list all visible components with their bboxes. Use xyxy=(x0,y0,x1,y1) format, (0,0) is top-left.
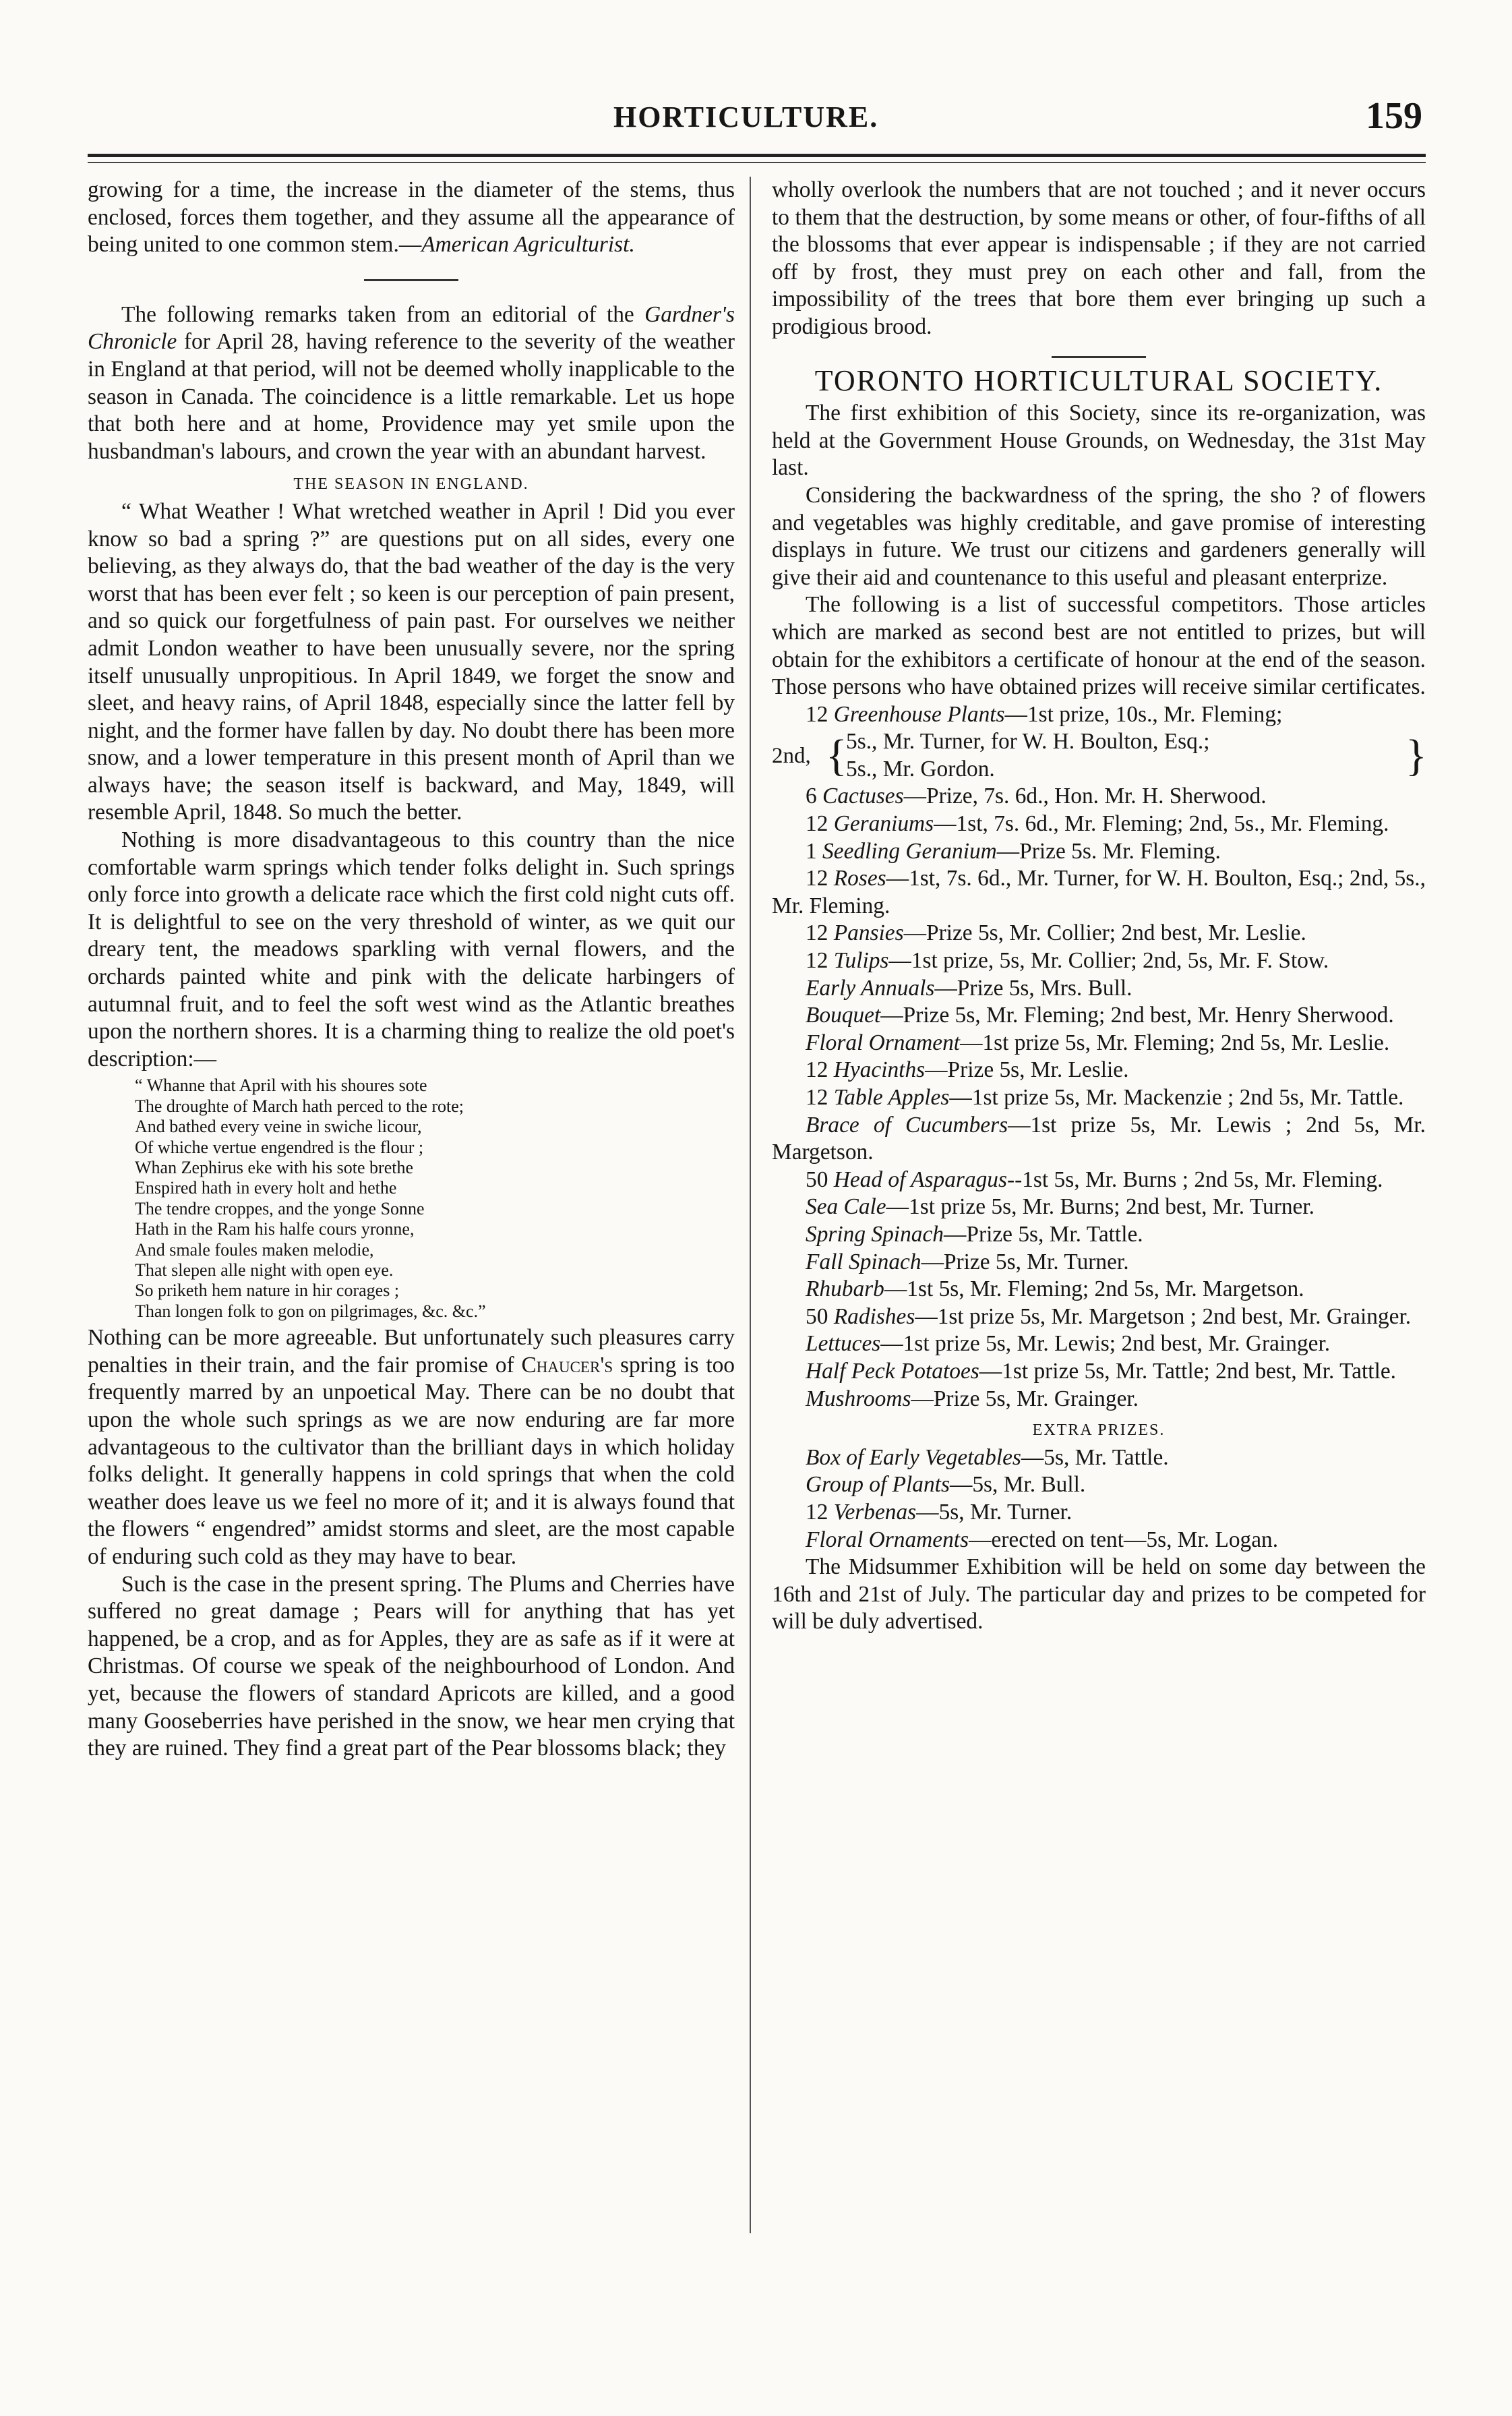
closing-paragraph: The Midsummer Exhibition will be held on some day between the 16th and 21st of July. The particular day and prizes to be competed for will be duly advertised. xyxy=(772,1554,1426,1634)
poem-line: And bathed every veine in swiche licour, xyxy=(135,1117,422,1137)
prize-entry xyxy=(772,783,1426,811)
prize-detail: —1st prize 5s, Mr. Mackenzie ; 2nd 5s, Mr. Tattle. xyxy=(949,1085,1404,1110)
brace-symbol-close: } xyxy=(1405,730,1427,780)
prize-detail: —5s, Mr. Tattle. xyxy=(1021,1444,1169,1470)
poem-line: Enspired hath in every holt and hethe xyxy=(135,1178,397,1198)
prize-detail: --1st 5s, Mr. Burns ; 2nd 5s, Mr. Fleming. xyxy=(1007,1167,1383,1192)
prize-category: Rhubarb xyxy=(806,1276,884,1302)
prize-category: Bouquet xyxy=(806,1003,881,1028)
source-citation: American Agriculturist. xyxy=(421,232,635,258)
prize-entry xyxy=(772,1057,1426,1084)
poem-line: “ Whanne that April with his shoures sote xyxy=(135,1076,427,1096)
right-column xyxy=(772,177,1426,1636)
prize-detail: —1st prize 5s, Mr. Burns; 2nd best, Mr. Turner. xyxy=(886,1194,1315,1220)
prize-detail: —1st prize, 5s, Mr. Collier; 2nd, 5s, Mr. F. Stow. xyxy=(888,948,1329,974)
prize-quantity: 12 xyxy=(806,701,834,727)
prize-entry xyxy=(772,1276,1426,1303)
prize-detail: —5s, Mr. Bull. xyxy=(949,1472,1086,1498)
poem-line: Than longen folk to gon on pilgrimages, &c. &c.” xyxy=(135,1301,486,1321)
prize-entry xyxy=(772,1002,1426,1030)
prize-quantity: 12 xyxy=(806,866,834,891)
prize-quantity: 50 xyxy=(806,1303,834,1329)
prize-category: Pansies xyxy=(833,920,904,946)
prize-detail: —1st 5s, Mr. Fleming; 2nd 5s, Mr. Margetson. xyxy=(884,1276,1304,1302)
prize-entry xyxy=(772,920,1426,947)
prize-category: Sea Cale xyxy=(806,1194,886,1220)
paragraph: The first exhibition of this Society, since its re-organization, was held at the Government House Grounds, on Wednesday, the 31st May last. xyxy=(772,401,1426,481)
prize-entry xyxy=(772,1112,1426,1167)
author-name: Chaucer's xyxy=(521,1352,613,1378)
prize-entry xyxy=(772,701,1426,729)
paragraph-text: for April 28, having reference to the severity of the weather in England at that period, will not be deemed wholly inapplicable to the season in Canada. The coincidence is a little remarkable. Let us hope that both here and at home, Providence may yet smile upon the husbandman's labours, and crown the year with an abundant harvest. xyxy=(88,329,735,464)
header-rule xyxy=(88,154,1426,157)
prize-entry xyxy=(772,1167,1426,1194)
prize-quantity: 12 xyxy=(806,920,834,946)
prize-entry xyxy=(772,811,1426,838)
prize-category: Brace of Cucumbers xyxy=(806,1112,1008,1138)
prize-detail: —5s, Mr. Turner. xyxy=(916,1499,1072,1525)
poem-quote xyxy=(135,1076,735,1322)
extra-prize-list xyxy=(772,1444,1426,1554)
prize-detail: —1st prize 5s, Mr. Lewis; 2nd best, Mr. Grainger. xyxy=(880,1331,1331,1357)
paragraph: “ What Weather ! What wretched weather in April ! Did you ever know so bad a spring ?” are questions put on all sides, every one believing, as they always do, that the bad weather of the day is the very worst that has been ever felt ; so keen is our perception of pain present, and so quick our forgetfulness of pain past. For ourselves we neither admit London weather to have been unusually severe, nor the spring itself unusually unpropitious. In April 1849, we forget the snow and sleet, and heavy rains, of April 1848, especially since the latter fell by night, and the former have fallen by day. No doubt there has been more snow, and a lower temperature in this present month of April than we always have; the season itself is backward, and May, 1849, will resemble April, 1848. So much the better. xyxy=(88,498,735,825)
prize-entry xyxy=(772,1499,1426,1527)
prize-entry xyxy=(772,838,1426,866)
poem-line: That slepen alle night with open eye. xyxy=(135,1260,394,1280)
prize-detail: —Prize 5s, Mr. Tattle. xyxy=(943,1221,1143,1247)
prize-quantity: 12 xyxy=(806,1057,834,1083)
prize-quantity: 6 xyxy=(806,784,823,809)
prize-category: Group of Plants xyxy=(806,1472,950,1498)
prize-entry xyxy=(772,1221,1426,1249)
brace-symbol: { xyxy=(826,730,847,780)
prize-lines xyxy=(846,728,1405,783)
paragraph: Such is the case in the present spring. The Plums and Cherries have suffered no great damage ; Pears will for anything that has yet happened, be a crop, and as for Apples, they are as safe as if it were at Christmas. Of course we speak of the neighbourhood of London. And yet, because the flowers of standard Apricots are killed, and a good many Gooseberries have perished in the snow, we hear men crying that they are ruined. They find a great part of the Pear blossoms black; they xyxy=(88,1571,735,1761)
header-rule-thin xyxy=(88,162,1426,163)
paragraph xyxy=(88,301,735,466)
paragraph-text: The following remarks taken from an editorial of the xyxy=(121,301,645,327)
prize-category: Head of Asparagus xyxy=(833,1167,1007,1192)
prize-detail: —1st prize 5s, Mr. Tattle; 2nd best, Mr. Tattle. xyxy=(979,1358,1397,1384)
prize-entry xyxy=(772,1303,1426,1331)
prize-category: Floral Ornament xyxy=(806,1030,961,1055)
prize-detail: —1st prize, 10s., Mr. Fleming; xyxy=(1004,701,1283,727)
prize-line: 5s., Mr. Turner, for W. H. Boulton, Esq.; xyxy=(846,729,1210,755)
prize-entry xyxy=(772,1330,1426,1358)
left-column xyxy=(88,177,735,1763)
paragraph: Considering the backwardness of the spring, the sho ? of flowers and vegetables was highly creditable, and gave promise of interesting displays in future. We trust our citizens and gardeners generally will give their aid and countenance to this useful and pleasant enterprize. xyxy=(772,482,1426,590)
article-subheading: THE SEASON IN ENGLAND. xyxy=(293,475,529,494)
prize-detail: —Prize 5s. Mr. Fleming. xyxy=(996,838,1221,864)
prize-category: Mushrooms xyxy=(806,1386,911,1411)
paragraph-text: growing for a time, the increase in the diameter of the stems, thus enclosed, forces them together, and they assume all the appearance of being united to one common stem.— xyxy=(88,177,735,258)
prize-entry xyxy=(772,1194,1426,1221)
prize-category: Verbenas xyxy=(833,1499,917,1525)
prize-detail: —1st, 7s. 6d., Mr. Fleming; 2nd, 5s., Mr. Fleming. xyxy=(934,811,1389,837)
paragraph-text: spring is too frequently marred by an unpoetical May. There can be no doubt that upon the whole such springs as we are now enduring are far more advantageous to the cultivator than the brilliant days in which holiday folks delight. It generally happens in cold springs that when the cold weather does leave us we feel no more of it; and it is always found that the flowers “ engendred” amidst storms and sleet, are the most capable of enduring such cold as they may have to bear. xyxy=(88,1352,735,1570)
prize-category: Roses xyxy=(833,866,886,891)
paragraph: Nothing is more disadvantageous to this country than the nice comfortable warm springs which tender folks delight in. Such springs only force into growth a delicate race which the first cold night cuts off. It is delightful to see on the very threshold of winter, as we quit our dreary tent, the meadows sparkling with vernal flowers, and the orchards painted white and pink with the delicate harbingers of autumnal fruit, and to feel the soft west wind as the Atlantic breathes upon the northern shores. It is a charming thing to realize the old poet's description:— xyxy=(88,827,735,1071)
running-title: HORTICULTURE. xyxy=(613,100,879,134)
prize-label: 2nd, xyxy=(772,743,811,768)
prize-category: Lettuces xyxy=(806,1331,881,1357)
poem-line: So priketh hem nature in hir corages ; xyxy=(135,1280,400,1301)
column-divider xyxy=(750,177,751,2233)
prize-category: Tulips xyxy=(833,948,889,974)
prize-detail: —Prize 5s, Mr. Grainger. xyxy=(911,1386,1139,1411)
prize-entry xyxy=(772,975,1426,1003)
poem-line: Of whiche vertue engendred is the flour ; xyxy=(135,1137,424,1157)
prize-list xyxy=(772,701,1426,1413)
prize-category: Early Annuals xyxy=(806,975,935,1001)
prize-category: Seedling Geranium xyxy=(822,838,997,864)
prize-category: Cactuses xyxy=(822,784,904,809)
prize-quantity: 12 xyxy=(806,948,834,974)
prize-category: Half Peck Potatoes xyxy=(806,1358,979,1384)
paragraph xyxy=(88,177,735,259)
prize-category: Hyacinths xyxy=(833,1057,926,1083)
prize-detail: —Prize 5s, Mrs. Bull. xyxy=(934,975,1132,1001)
section-rule xyxy=(364,279,458,281)
publication-title: Gardner's Chronicle xyxy=(88,301,735,355)
prize-quantity: 12 xyxy=(806,811,834,837)
prize-detail: —Prize 5s, Mr. Collier; 2nd best, Mr. Leslie. xyxy=(903,920,1306,946)
prize-detail: —Prize 5s, Mr. Fleming; 2nd best, Mr. Henry Sherwood. xyxy=(880,1003,1394,1028)
prize-category: Radishes xyxy=(833,1303,915,1329)
paragraph xyxy=(88,1324,735,1570)
prize-quantity: 50 xyxy=(806,1167,834,1192)
prize-category: Box of Early Vegetables xyxy=(806,1444,1021,1470)
page-number: 159 xyxy=(1366,95,1422,137)
prize-detail: —Prize, 7s. 6d., Hon. Mr. H. Sherwood. xyxy=(903,784,1267,809)
prize-quantity: 1 xyxy=(806,838,823,864)
poem-line: Hath in the Ram his halfe cours yronne, xyxy=(135,1219,415,1239)
prize-entry xyxy=(772,1249,1426,1276)
prize-category: Greenhouse Plants xyxy=(833,701,1005,727)
paragraph: The following is a list of successful competitors. Those articles which are marked as second best are not entitled to prizes, but will obtain for the exhibitors a certificate of honour at the end of the season. Those persons who have obtained prizes will receive similar certificates. xyxy=(772,592,1426,700)
section-title: TORONTO HORTICULTURAL SOCIETY. xyxy=(814,363,1383,397)
prize-quantity: 12 xyxy=(806,1085,834,1110)
prize-category: Table Apples xyxy=(833,1085,950,1110)
extra-prizes-heading: EXTRA PRIZES. xyxy=(1032,1421,1166,1440)
page-header xyxy=(88,94,1422,148)
poem-line: And smale foules maken melodie, xyxy=(135,1239,374,1260)
prize-entry xyxy=(772,1444,1426,1472)
prize-category: Geraniums xyxy=(833,811,934,837)
prize-entry xyxy=(772,865,1426,920)
prize-quantity: 12 xyxy=(806,1499,834,1525)
poem-line: Whan Zephirus eke with his sote brethe xyxy=(135,1158,413,1178)
section-rule xyxy=(1052,356,1146,358)
poem-line: The droughte of March hath perced to the rote; xyxy=(135,1096,464,1116)
prize-detail: —1st prize 5s, Mr. Lewis ; 2nd 5s, Mr. Margetson. xyxy=(772,1112,1426,1165)
prize-entry xyxy=(772,1084,1426,1112)
prize-entry xyxy=(772,947,1426,975)
prize-detail: —1st, 7s. 6d., Mr. Turner, for W. H. Boulton, Esq.; 2nd, 5s., Mr. Fleming. xyxy=(772,866,1426,918)
prize-brace-entry xyxy=(772,728,1426,783)
prize-entry xyxy=(772,1030,1426,1057)
prize-category: Floral Ornaments xyxy=(806,1527,969,1552)
prize-category: Fall Spinach xyxy=(806,1249,921,1274)
prize-detail: —Prize 5s, Mr. Turner. xyxy=(921,1249,1129,1274)
prize-detail: —erected on tent—5s, Mr. Logan. xyxy=(969,1527,1279,1552)
prize-detail: —1st prize 5s, Mr. Margetson ; 2nd best, Mr. Grainger. xyxy=(915,1303,1412,1329)
poem-line: The tendre croppes, and the yonge Sonne xyxy=(135,1198,425,1218)
prize-category: Spring Spinach xyxy=(806,1221,944,1247)
prize-entry xyxy=(772,1358,1426,1386)
paragraph-text: Nothing can be more agreeable. But unfortunately such pleasures carry penalties in their train, and the fair promise of xyxy=(88,1325,735,1378)
prize-detail: —Prize 5s, Mr. Leslie. xyxy=(925,1057,1129,1083)
prize-entry xyxy=(772,1527,1426,1554)
paragraph: wholly overlook the numbers that are not touched ; and it never occurs to them that the destruction, by some means or other, of four-fifths of all the blossoms that ever appear is indispensable ; if they are not carried off by frost, they must prey on each other and fall, from the impossibility of the trees that bore them ever bringing up such a prodigious brood. xyxy=(772,177,1426,339)
prize-detail: —1st prize 5s, Mr. Fleming; 2nd 5s, Mr. Leslie. xyxy=(960,1030,1390,1055)
prize-line: 5s., Mr. Gordon. xyxy=(846,756,995,782)
prize-entry xyxy=(772,1471,1426,1499)
prize-entry xyxy=(772,1386,1426,1413)
